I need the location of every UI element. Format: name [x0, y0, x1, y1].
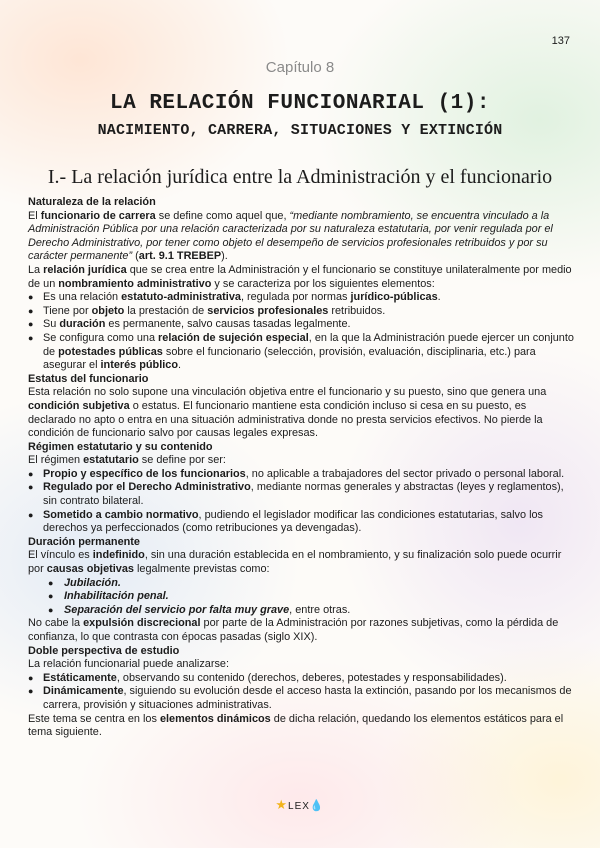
page-number: 137	[551, 35, 570, 47]
footer-logo	[0, 797, 600, 813]
list-item: ● Dinámicamente, siguiendo su evolución desde el acceso hasta la extinción, pasando por los mecanismos de carrera, provisión y situaciones administrativas.	[28, 685, 576, 712]
list-item: ● Su duración es permanente, salvo causas tasadas legalmente.	[28, 318, 576, 332]
paragraph: Este tema se centra en los elementos dinámicos de dicha relación, quedando los elementos estáticos para el tema siguiente.	[28, 712, 564, 739]
bullet-list	[28, 468, 576, 536]
heading-perspectiva: Doble perspectiva de estudio	[28, 644, 180, 657]
list-item: ● Inhabilitación penal.	[28, 590, 576, 604]
list-item: ● Propio y específico de los funcionarios, no aplicable a trabajadores del sector privado o personal laboral.	[28, 468, 576, 482]
document-body	[28, 196, 576, 740]
list-item: ● Estáticamente, observando su contenido (derechos, deberes, potestades y responsabilidades).	[28, 672, 576, 686]
blood-drop-icon: 💧	[309, 800, 325, 812]
heading-regimen: Régimen estatutario y su contenido	[28, 440, 213, 453]
list-item: ● Jubilación.	[28, 577, 576, 591]
heading-naturaleza: Naturaleza de la relación	[28, 196, 156, 208]
page-title: LA RELACIÓN FUNCIONARIAL (1):	[110, 92, 490, 115]
list-item: ● Se configura como una relación de sujeción especial, en la que la Administración puede ejercer un conjunto de potestades públicas sobre el funcionario (selección, provisión, evaluación, disciplinaria, etc.) para asegurar el interés público.	[28, 332, 576, 373]
heading-duracion: Duración permanente	[28, 535, 140, 548]
list-item: ● Tiene por objeto la prestación de servicios profesionales retribuidos.	[28, 305, 576, 319]
paragraph: No cabe la expulsión discrecional por parte de la Administración por razones subjetivas, como la pérdida de confianza, lo que contrasta con épocas pasadas (siglo XIX).	[28, 617, 559, 643]
logo-text: LEX	[288, 801, 310, 812]
paragraph: La relación funcionarial puede analizarse:	[28, 658, 230, 671]
paragraph: Esta relación no solo supone una vinculación objetiva entre el funcionario y su puesto, sino que genera una condición subjetiva o estatus. El funcionario mantiene esta condición incluso si cesa en su puesto, es declarado no apto o entra en una situación administrativa donde no presta servicios efectivos. No pierde la condición de funcionario salvo por causas legales expresas.	[28, 386, 547, 440]
paragraph: El funcionario de carrera se define como aquel que, “mediante nombramiento, se encuentra vinculado a la Administración Pública por una relación caracterizada por su naturaleza estatutaria, por venir regulada por el Derecho Administrativo, por tener como objeto el desempeño de servicios profesionales retribuidos y por su carácter permanente” (art. 9.1 TREBEP).	[28, 209, 553, 263]
page-subtitle: NACIMIENTO, CARRERA, SITUACIONES Y EXTINCIÓN	[97, 122, 503, 139]
list-item: ● Separación del servicio por falta muy grave, entre otras.	[28, 604, 576, 618]
bullet-list	[28, 672, 576, 713]
bullet-list	[28, 291, 576, 373]
list-item: ● Sometido a cambio normativo, pudiendo el legislador modificar las condiciones estatutarias, salvo los derechos ya perfeccionados (como retribuciones ya devengadas).	[28, 509, 576, 536]
paragraph: El régimen estatutario se define por ser:	[28, 454, 226, 467]
bullet-list	[28, 577, 576, 618]
paragraph: El vínculo es indefinido, sin una duración establecida en el nombramiento, y su finalización solo puede ocurrir por causas objetivas legalmente previstas como:	[28, 549, 562, 576]
list-item: ● Es una relación estatuto-administrativa, regulada por normas jurídico-públicas.	[28, 291, 576, 305]
star-icon: ★	[275, 797, 289, 812]
list-item: ● Regulado por el Derecho Administrativo, mediante normas generales y abstractas (leyes y reglamentos), sin contrato bilateral.	[28, 481, 576, 508]
heading-estatus: Estatus del funcionario	[28, 372, 149, 385]
section-heading: I.- La relación jurídica entre la Administración y el funcionario	[47, 166, 553, 188]
chapter-label: Capítulo 8	[265, 59, 335, 76]
paragraph: La relación jurídica que se crea entre la Administración y el funcionario se constituye unilateralmente por medio de un nombramiento administrativo y se caracteriza por los siguientes elementos:	[28, 263, 572, 290]
